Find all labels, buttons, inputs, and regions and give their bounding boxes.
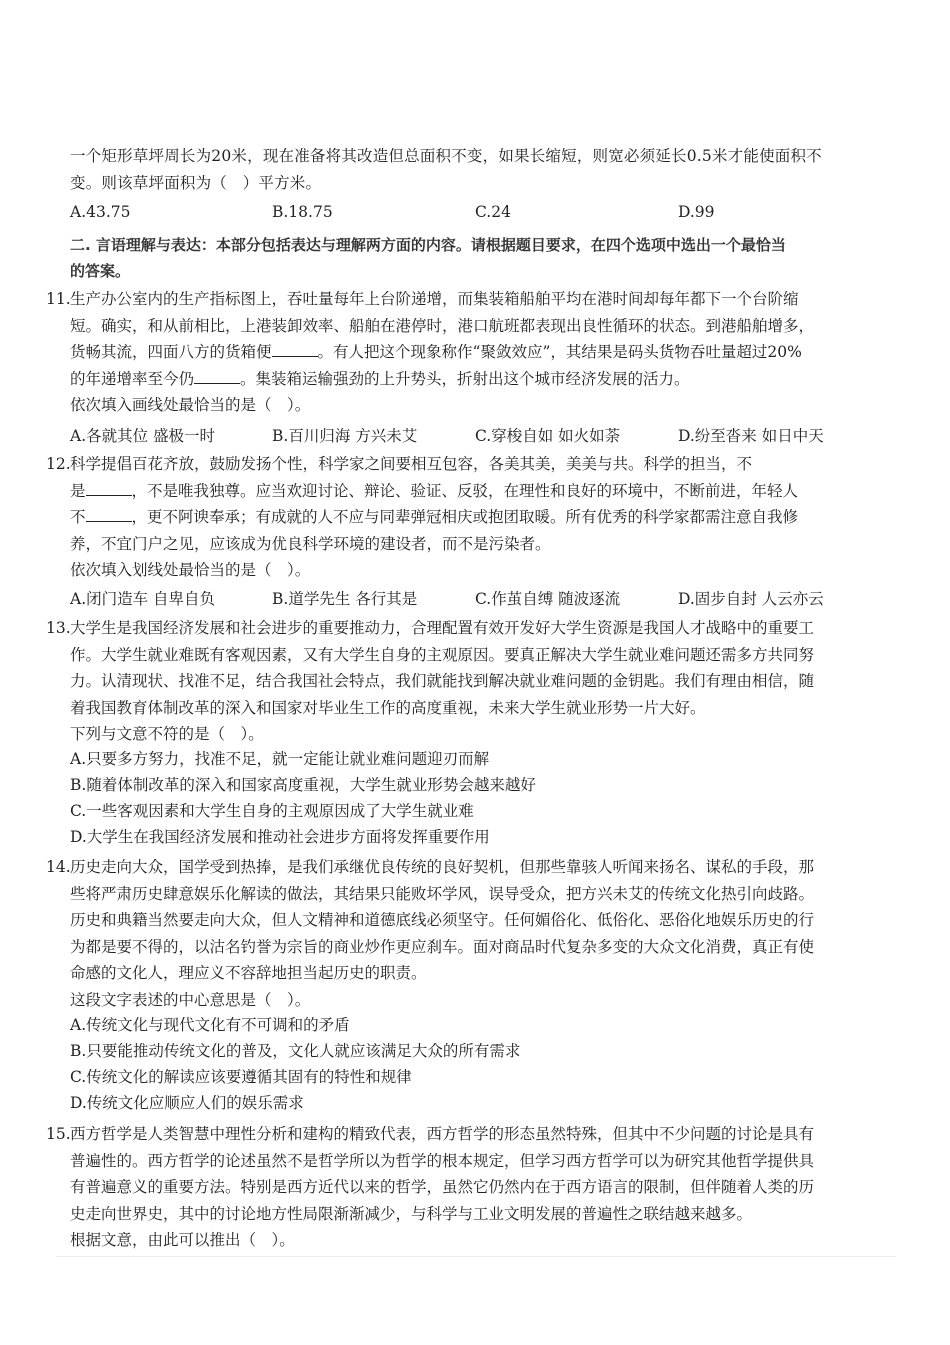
q11-options xyxy=(70,424,890,450)
q10-line: 变。则该草坪面积为（ ）平方米。 xyxy=(70,173,322,192)
q14-line: 为都是要不得的，以沽名钓誉为宗旨的商业炒作更应刹车。面对商品时代复杂多变的大众文化消费，真正有使 xyxy=(70,937,815,956)
q13-line: 大学生是我国经济发展和社会进步的重要推动力，合理配置有效开发好大学生资源是我国人才战略中的重要工 xyxy=(70,619,815,637)
q15-line: 有普遍意义的重要方法。特别是西方近代以来的哲学，虽然它仍然内在于西方语言的限制，但伴随着人类的历 xyxy=(70,1178,815,1196)
q10-stem xyxy=(70,143,880,196)
q11-option-a[interactable]: A.各就其位 盛极一时 xyxy=(70,427,216,445)
q11-line: 的年递增率至今仍 。集装箱运输强劲的上升势头，折射出这个城市经济发展的活力。 xyxy=(70,369,690,388)
q12-line: 科学提倡百花齐放，鼓励发扬个性，科学家之间要相互包容，各美其美，美美与共。科学的担当，不 xyxy=(70,455,753,473)
q15-line: 西方哲学是人类智慧中理性分析和建构的精致代表，西方哲学的形态虽然特殊，但其中不少问题的讨论是具有 xyxy=(70,1125,815,1143)
question-13 xyxy=(46,615,886,748)
q14-option-c[interactable]: C.传统文化的解读应该要遵循其固有的特性和规律 xyxy=(70,1068,412,1086)
question-15 xyxy=(46,1121,886,1254)
q10-option-b[interactable]: B.18.75 xyxy=(272,203,333,221)
q13-prompt: 下列与文意不符的是（ ）。 xyxy=(70,725,264,743)
q13-line: 力。认清现状、找准不足，结合我国社会特点，我们就能找到解决就业难问题的金钥匙。我们有理由相信，随 xyxy=(70,672,815,690)
section-heading xyxy=(70,232,880,284)
q14-option-a[interactable]: A.传统文化与现代文化有不可调和的矛盾 xyxy=(70,1016,350,1034)
q13-option-a[interactable]: A.只要多方努力，找准不足，就一定能让就业难问题迎刃而解 xyxy=(70,750,490,768)
q10-option-c[interactable]: C.24 xyxy=(475,203,511,221)
q11-option-d[interactable]: D.纷至沓来 如日中天 xyxy=(678,427,824,445)
q10-option-d[interactable]: D.99 xyxy=(678,203,715,221)
q13-option-c[interactable]: C.一些客观因素和大学生自身的主观原因成了大学生就业难 xyxy=(70,802,474,820)
q11-option-c[interactable]: C.穿梭自如 如火如荼 xyxy=(475,427,621,445)
q15-line: 普遍性的。西方哲学的论述虽然不是哲学所以为哲学的根本规定，但学习西方哲学可以为研究其他哲学提供具 xyxy=(70,1151,815,1170)
question-number: 15. xyxy=(46,1125,71,1143)
q13-option-b[interactable]: B.随着体制改革的深入和国家高度重视，大学生就业形势会越来越好 xyxy=(70,776,536,794)
question-number: 12. xyxy=(46,455,71,473)
q12-options xyxy=(70,587,890,613)
question-number: 13. xyxy=(46,619,71,637)
question-12 xyxy=(46,451,886,584)
q12-line: 养，不宜门户之见，应该成为优良科学环境的建设者，而不是污染者。 xyxy=(70,534,551,553)
q15-line: 史走向世界史，其中的讨论地方性局限渐渐减少，与科学与工业文明发展的普遍性之联结越来越多。 xyxy=(70,1204,753,1223)
q11-line: 生产办公室内的生产指标图上，吞吐量每年上台阶递增，而集装箱船舶平均在港时间却每年都下一个台阶缩 xyxy=(70,290,799,308)
q11-line: 短。确实，和从前相比，上港装卸效率、船舶在港停时，港口航班都表现出良性循环的状态。到港船舶增多， xyxy=(70,316,815,335)
q11-line: 货畅其流，四面八方的货箱便 。有人把这个现象称作“聚敛效应”，其结果是码头货物吞吐量超过20% xyxy=(70,343,802,361)
q12-prompt: 依次填入划线处最恰当的是（ ）。 xyxy=(70,561,311,579)
question-number: 14. xyxy=(46,858,71,876)
q13-line: 着我国教育体制改革的深入和国家对毕业生工作的高度重视，未来大学生就业形势一片大好。 xyxy=(70,698,706,717)
q12-option-d[interactable]: D.固步自封 人云亦云 xyxy=(678,590,824,608)
section-heading-line: 的答案。 xyxy=(70,262,131,280)
section-heading-line: 二. 言语理解与表达：本部分包括表达与理解两方面的内容。请根据题目要求，在四个选项中选出一个最恰当 xyxy=(70,236,786,254)
q14-line: 些将严肃历史肆意娱乐化解读的做法，其结果只能败坏学风，误导受众，把方兴未艾的传统文化热引向歧路。 xyxy=(70,884,815,903)
q11-prompt: 依次填入画线处最恰当的是（ ）。 xyxy=(70,396,311,414)
q10-option-a[interactable]: A.43.75 xyxy=(70,203,131,221)
q15-prompt: 根据文意，由此可以推出（ ）。 xyxy=(70,1231,295,1249)
q12-line: 是 ，不是唯我独尊。应当欢迎讨论、辩论、验证、反驳，在理性和良好的环境中，不断前进，年轻人 xyxy=(70,481,799,500)
question-number: 11. xyxy=(46,290,71,308)
q13-option-d[interactable]: D.大学生在我国经济发展和推动社会进步方面将发挥重要作用 xyxy=(70,828,490,846)
fill-blank[interactable] xyxy=(86,481,132,496)
fill-blank[interactable] xyxy=(86,507,132,522)
page-divider xyxy=(56,1256,896,1257)
q14-line: 命感的文化人，理应义不容辞地担当起历史的职责。 xyxy=(70,964,427,982)
q14-option-b[interactable]: B.只要能推动传统文化的普及，文化人就应该满足大众的所有需求 xyxy=(70,1042,521,1060)
q14-prompt: 这段文字表述的中心意思是（ ）。 xyxy=(70,990,311,1009)
question-11 xyxy=(46,286,886,419)
q11-option-b[interactable]: B.百川归海 方兴未艾 xyxy=(272,427,418,445)
fill-blank[interactable] xyxy=(272,342,318,357)
q14-line: 历史和典籍当然要走向大众，但人文精神和道德底线必须坚守。任何媚俗化、低俗化、恶俗化地娱乐历史的行 xyxy=(70,911,815,929)
q10-line: 一个矩形草坪周长为20米，现在准备将其改造但总面积不变，如果长缩短，则宽必须延长0.5米才能使面积不 xyxy=(70,147,822,165)
q12-line: 不 ，更不阿谀奉承；有成就的人不应与同辈弹冠相庆或抱团取暖。所有优秀的科学家都需注意自我修 xyxy=(70,508,799,526)
q12-option-a[interactable]: A.闭门造车 自卑自负 xyxy=(70,590,216,608)
q10-options xyxy=(70,203,890,229)
question-14 xyxy=(46,854,886,1013)
q13-line: 作。大学生就业难既有客观因素，又有大学生自身的主观原因。要真正解决大学生就业难问题还需多方共同努 xyxy=(70,645,815,664)
fill-blank[interactable] xyxy=(194,369,240,384)
q14-line: 历史走向大众，国学受到热捧，是我们承继优良传统的良好契机，但那些靠骇人听闻来扬名、谋私的手段，那 xyxy=(70,858,815,876)
q14-option-d[interactable]: D.传统文化应顺应人们的娱乐需求 xyxy=(70,1094,304,1112)
q12-option-c[interactable]: C.作茧自缚 随波逐流 xyxy=(475,590,621,608)
q12-option-b[interactable]: B.道学先生 各行其是 xyxy=(272,590,418,608)
